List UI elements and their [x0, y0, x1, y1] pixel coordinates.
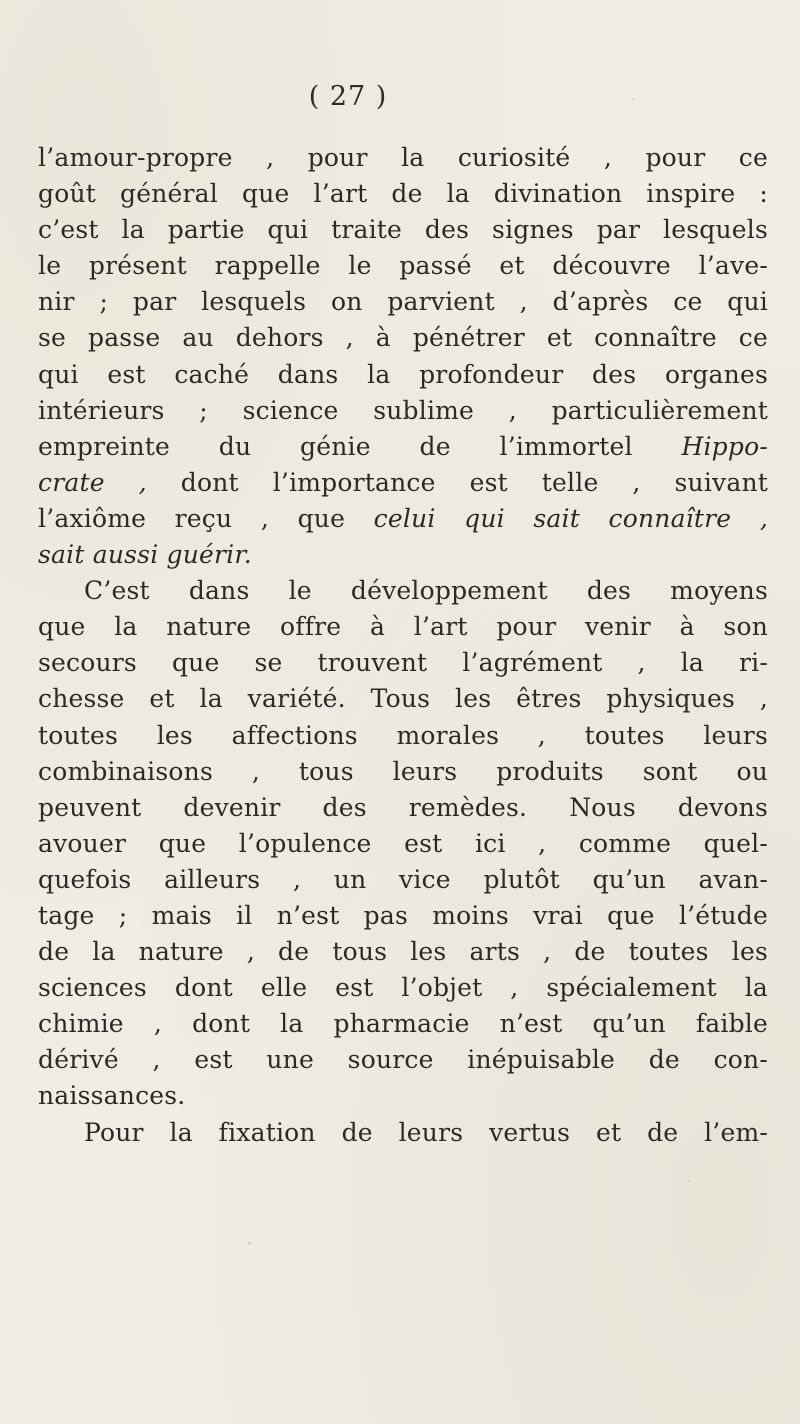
text-line	[38, 320, 768, 356]
text-line	[38, 429, 768, 465]
text-line	[38, 357, 768, 393]
text-segment: C’est dans le développement des moyens	[84, 576, 768, 606]
text-line	[38, 501, 768, 537]
text-line	[38, 248, 768, 284]
text-line	[38, 176, 768, 212]
text-segment: c’est la partie qui traite des signes par lesquels	[38, 215, 768, 245]
text-segment: le présent rappelle le passé et découvre l’ave-	[38, 251, 768, 281]
text-segment: qui est caché dans la profondeur des organes	[38, 359, 768, 389]
text-line	[38, 681, 768, 717]
text-line	[38, 1078, 768, 1114]
text-line	[38, 898, 768, 934]
text-line	[38, 284, 768, 320]
text-line	[38, 934, 768, 970]
italic-text-segment: crate ,	[38, 467, 147, 497]
text-line	[38, 573, 768, 609]
text-segment: nir ; par lesquels on parvient , d’après ce qui	[38, 287, 768, 317]
text-segment: combinaisons , tous leurs produits sont ou	[38, 756, 768, 786]
text-segment: secours que se trouvent l’agrément , la ri-	[38, 648, 768, 678]
text-segment: dont l’importance est telle , suivant	[146, 467, 769, 497]
text-segment: chimie , dont la pharmacie n’est qu’un faible	[38, 1009, 768, 1039]
text-segment: Pour la fixation de leurs vertus et de l’em-	[84, 1117, 768, 1147]
text-line	[38, 537, 768, 573]
paper-speck	[632, 98, 634, 100]
text-segment: l’amour-propre , pour la curiosité , pour ce	[38, 143, 768, 172]
text-segment: l’axiôme reçu , que	[38, 503, 374, 533]
text-line	[38, 393, 768, 429]
text-line	[38, 826, 768, 862]
text-segment: sciences dont elle est l’objet , spécialement la	[38, 973, 768, 1003]
italic-text-segment: celui qui sait connaître ,	[373, 503, 768, 533]
text-line	[38, 1115, 768, 1151]
text-segment: que la nature offre à l’art pour venir à son	[38, 612, 768, 642]
text-line	[38, 790, 768, 826]
text-segment: naissances.	[38, 1081, 186, 1111]
text-segment: peuvent devenir des remèdes. Nous devons	[38, 792, 768, 822]
text-line	[38, 1042, 768, 1078]
text-segment: dérivé , est une source inépuisable de con-	[38, 1045, 768, 1075]
text-segment: tage ; mais il n’est pas moins vrai que l’étude	[38, 900, 768, 930]
text-segment: goût général que l’art de la divination inspire :	[38, 179, 768, 209]
text-line	[38, 970, 768, 1006]
text-segment: toutes les affections morales , toutes leurs	[38, 720, 768, 750]
text-line	[38, 1006, 768, 1042]
body-text	[38, 140, 768, 1151]
page-number: ( 27 )	[308, 81, 388, 112]
text-segment: chesse et la variété. Tous les êtres physiques ,	[38, 684, 768, 714]
paper-speck	[248, 1242, 251, 1245]
text-line	[38, 718, 768, 754]
text-segment: de la nature , de tous les arts , de toutes les	[38, 937, 768, 967]
text-line	[38, 609, 768, 645]
text-line	[38, 754, 768, 790]
italic-text-segment: Hippo-	[681, 431, 768, 461]
text-segment: avouer que l’opulence est ici , comme quel-	[38, 828, 768, 858]
text-segment: empreinte du génie de l’immortel	[38, 431, 682, 461]
text-line	[38, 645, 768, 681]
paper-speck	[688, 1180, 690, 1182]
italic-text-segment: sait aussi guérir.	[38, 540, 252, 570]
text-segment: intérieurs ; science sublime , particulièrement	[38, 395, 768, 425]
text-line	[38, 862, 768, 898]
text-segment: quefois ailleurs , un vice plutôt qu’un avan-	[38, 864, 768, 894]
text-line	[38, 212, 768, 248]
text-line	[38, 140, 768, 176]
text-segment: se passe au dehors , à pénétrer et connaître ce	[38, 323, 768, 353]
text-line	[38, 465, 768, 501]
